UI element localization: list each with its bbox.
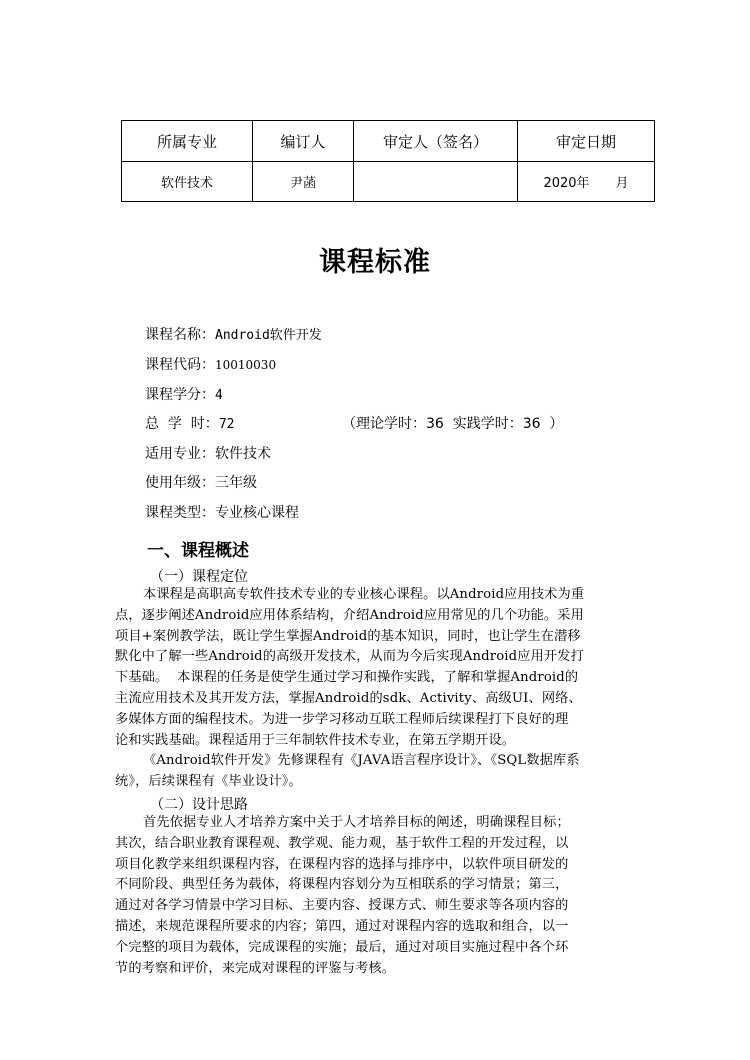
text-line: 主流应用技术及其开发方法，掌握Android的sdk、Activity、高级UI、网络、 — [115, 690, 582, 706]
text-line: 通过对各学习情景中学习目标、主要内容、授课方式、师生要求等各项内容的 — [115, 898, 569, 914]
header-table-header-row — [122, 121, 655, 162]
info-value: 72 — [218, 417, 235, 432]
info-value: 软件技术 — [215, 446, 271, 462]
value-cell-major: 软件技术 — [122, 162, 253, 202]
info-applicable-major — [145, 443, 271, 463]
info-label: 课程代码： — [145, 357, 215, 373]
document-title: 课程标准 — [319, 247, 431, 278]
paragraph-positioning — [115, 585, 630, 793]
info-value: 专业核心课程 — [215, 505, 299, 521]
info-course-code — [145, 354, 276, 374]
text-line: 《Android软件开发》先修课程有《JAVA语言程序设计》、《SQL数据库系 — [143, 753, 580, 769]
info-label: 适用专业： — [145, 446, 215, 462]
value-cell-editor: 尹菡 — [253, 162, 354, 202]
value-cell-reviewer — [354, 162, 518, 202]
info-value: 4 — [215, 388, 223, 403]
info-value: 三年级 — [215, 475, 257, 491]
header-table — [121, 120, 655, 202]
header-cell-editor: 编订人 — [253, 121, 354, 162]
header-table-value-row — [122, 162, 655, 202]
text-line: 节的考察和评价，来完成对课程的评鉴与考核。 — [115, 960, 396, 976]
info-label: 总 学 时： — [145, 416, 219, 432]
text-line: 个完整的项目为载体，完成课程的实施；最后，通过对项目实施过程中各个环 — [115, 939, 569, 955]
info-value: Android软件开发 — [215, 328, 322, 343]
subsection-heading-design: （二）设计思路 — [150, 797, 248, 813]
subsection-heading-positioning: （一）课程定位 — [150, 569, 248, 585]
value-cell-review-date: 2020年 月 — [518, 162, 655, 202]
info-value: 10010030 — [215, 358, 277, 372]
info-course-type — [145, 502, 299, 522]
text-line: 默化中了解一些Android的高级开发技术，从而为今后实现Android应用开发打 — [115, 649, 584, 665]
info-hours-breakdown: （理论学时：36 实践学时：36 ） — [342, 416, 564, 432]
text-line: 项目+案例教学法，既让学生掌握Android的基本知识，同时，也让学生在潜移 — [115, 628, 581, 644]
paragraph-design — [115, 813, 630, 979]
text-line: 下基础。 本课程的任务是使学生通过学习和操作实践，了解和掌握Android的 — [115, 670, 579, 686]
info-course-name — [145, 324, 322, 344]
info-total-hours — [145, 413, 605, 433]
info-credits — [145, 384, 223, 404]
header-cell-review-date: 审定日期 — [518, 121, 655, 162]
text-line: 描述，来规范课程所要求的内容；第四，通过对课程内容的选取和组合，以一 — [115, 918, 569, 934]
text-line: 论和实践基础。课程适用于三年制软件技术专业，在第五学期开设。 — [115, 732, 516, 748]
header-cell-major: 所属专业 — [122, 121, 253, 162]
info-grade — [145, 472, 257, 492]
info-label: 使用年级： — [145, 475, 215, 491]
text-line: 本课程是高职高专软件技术专业的专业核心课程。以Android应用技术为重 — [143, 587, 585, 602]
text-line: 项目化教学来组织课程内容，在课程内容的选择与排序中，以软件项目研发的 — [115, 856, 569, 872]
text-line: 不同阶段、典型任务为载体，将课程内容划分为互相联系的学习情景；第三， — [115, 877, 569, 893]
text-line: 多媒体方面的编程技术。为进一步学习移动互联工程师后续课程打下良好的理 — [115, 711, 569, 727]
section-heading-overview: 一、课程概述 — [147, 541, 249, 561]
text-line: 统》，后续课程有《毕业设计》。 — [115, 774, 302, 790]
text-line: 首先依据专业人才培养方案中关于人才培养目标的阐述，明确课程目标； — [143, 815, 570, 830]
text-line: 其次，结合职业教育课程观、教学观、能力观，基于软件工程的开发过程，以 — [115, 835, 569, 851]
info-label: 课程类型： — [145, 505, 215, 521]
info-label: 课程名称： — [145, 327, 215, 343]
header-cell-reviewer: 审定人（签名） — [354, 121, 518, 162]
info-label: 课程学分： — [145, 387, 215, 403]
text-line: 点，逐步阐述Android应用体系结构，介绍Android应用常见的几个功能。采用 — [115, 607, 584, 623]
